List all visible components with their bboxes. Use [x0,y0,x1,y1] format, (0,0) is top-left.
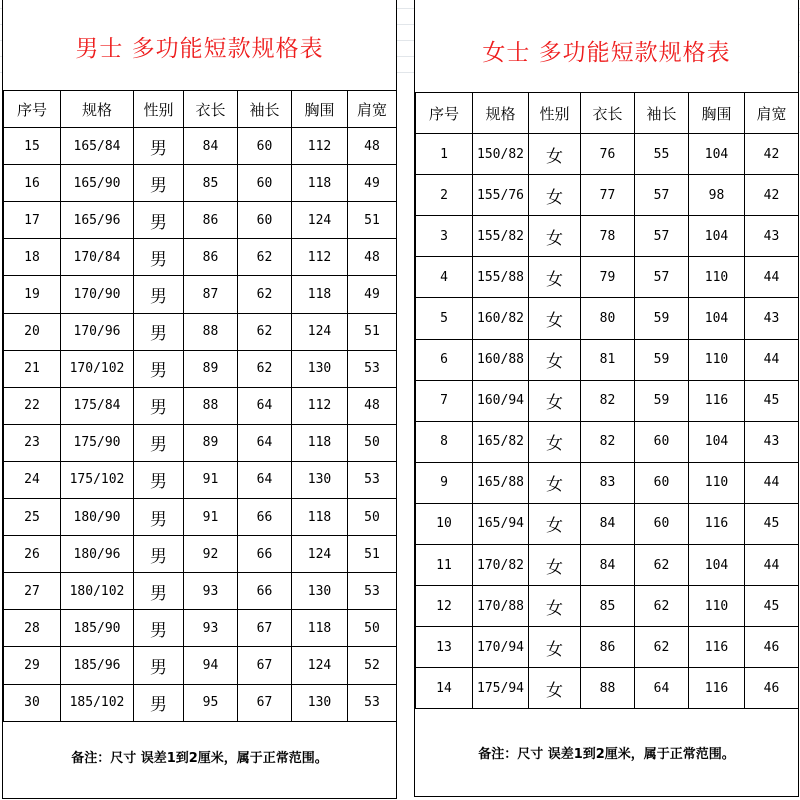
cell-gender: 女 [529,175,581,216]
cell-chest: 98 [689,175,745,216]
table-row [416,627,799,668]
cell-index: 26 [4,536,61,573]
cell-shoulder: 51 [348,202,397,239]
cell-index: 19 [4,276,61,313]
cell-size: 175/102 [61,461,134,498]
cell-index: 4 [416,257,473,298]
cell-size: 160/88 [473,339,529,380]
cell-sleeve: 62 [238,276,292,313]
cell-shoulder: 45 [745,586,799,627]
header-shoulder: 肩宽 [348,91,397,128]
cell-chest: 116 [689,503,745,544]
cell-length: 88 [581,668,635,709]
cell-chest: 104 [689,545,745,586]
women-spec-panel [414,0,799,797]
cell-gender: 男 [134,313,184,350]
cell-shoulder: 42 [745,134,799,175]
men-spec-body [4,128,397,722]
cell-chest: 112 [292,239,348,276]
cell-gender: 男 [134,128,184,165]
cell-index: 2 [416,175,473,216]
cell-gender: 女 [529,586,581,627]
cell-gender: 男 [134,461,184,498]
cell-gender: 女 [529,462,581,503]
cell-gender: 男 [134,536,184,573]
cell-chest: 110 [689,339,745,380]
cell-size: 170/96 [61,313,134,350]
cell-size: 155/88 [473,257,529,298]
cell-gender: 女 [529,503,581,544]
cell-sleeve: 60 [635,462,689,503]
table-row [4,313,397,350]
cell-size: 175/84 [61,387,134,424]
cell-length: 83 [581,462,635,503]
cell-shoulder: 53 [348,573,397,610]
cell-index: 9 [416,462,473,503]
cell-gender: 女 [529,257,581,298]
cell-length: 88 [184,387,238,424]
cell-sleeve: 62 [635,545,689,586]
header-gender: 性别 [134,91,184,128]
cell-shoulder: 48 [348,387,397,424]
women-spec-title: 女士 多功能短款规格表 [482,40,731,66]
cell-size: 165/82 [473,421,529,462]
cell-index: 18 [4,239,61,276]
cell-gender: 男 [134,573,184,610]
cell-size: 180/102 [61,573,134,610]
cell-shoulder: 53 [348,461,397,498]
cell-length: 86 [581,627,635,668]
cell-shoulder: 49 [348,165,397,202]
cell-chest: 130 [292,684,348,721]
cell-sleeve: 62 [238,239,292,276]
cell-size: 180/96 [61,536,134,573]
cell-shoulder: 43 [745,421,799,462]
women-spec-body [416,134,799,709]
cell-size: 160/82 [473,298,529,339]
cell-sleeve: 66 [238,536,292,573]
men-spec-header-row [4,91,397,128]
cell-length: 76 [581,134,635,175]
cell-gender: 男 [134,647,184,684]
table-row [416,668,799,709]
cell-chest: 124 [292,202,348,239]
cell-chest: 110 [689,586,745,627]
cell-size: 165/88 [473,462,529,503]
cell-length: 95 [184,684,238,721]
cell-gender: 女 [529,627,581,668]
cell-chest: 124 [292,313,348,350]
table-row [4,499,397,536]
cell-index: 12 [416,586,473,627]
table-row [416,380,799,421]
cell-index: 16 [4,165,61,202]
header-size: 规格 [61,91,134,128]
cell-size: 170/88 [473,586,529,627]
men-spec-title: 男士 多功能短款规格表 [75,36,324,62]
cell-length: 85 [184,165,238,202]
cell-length: 89 [184,424,238,461]
cell-sleeve: 64 [238,461,292,498]
table-row [416,134,799,175]
table-row [4,573,397,610]
cell-index: 20 [4,313,61,350]
header-length: 衣长 [581,93,635,134]
header-gender: 性别 [529,93,581,134]
header-index: 序号 [4,91,61,128]
cell-sleeve: 59 [635,339,689,380]
cell-gender: 男 [134,424,184,461]
cell-size: 175/94 [473,668,529,709]
cell-size: 160/94 [473,380,529,421]
table-row [4,684,397,721]
cell-shoulder: 44 [745,545,799,586]
table-row [4,610,397,647]
cell-shoulder: 49 [348,276,397,313]
cell-sleeve: 55 [635,134,689,175]
cell-length: 88 [184,313,238,350]
cell-length: 84 [184,128,238,165]
table-row [416,586,799,627]
cell-length: 79 [581,257,635,298]
cell-index: 23 [4,424,61,461]
cell-gender: 女 [529,298,581,339]
cell-sleeve: 64 [238,424,292,461]
cell-shoulder: 42 [745,175,799,216]
women-spec-note: 备注：尺寸 误差1到2厘米，属于正常范围。 [478,747,735,762]
cell-length: 82 [581,380,635,421]
cell-chest: 130 [292,461,348,498]
cell-chest: 104 [689,421,745,462]
table-row [4,239,397,276]
cell-index: 7 [416,380,473,421]
table-row [4,165,397,202]
cell-sleeve: 66 [238,499,292,536]
table-row [416,545,799,586]
cell-length: 93 [184,573,238,610]
cell-chest: 124 [292,536,348,573]
cell-size: 155/76 [473,175,529,216]
cell-chest: 104 [689,298,745,339]
cell-index: 3 [416,216,473,257]
cell-index: 13 [416,627,473,668]
cell-size: 185/102 [61,684,134,721]
table-row [4,647,397,684]
cell-index: 24 [4,461,61,498]
cell-gender: 女 [529,216,581,257]
cell-size: 165/96 [61,202,134,239]
cell-index: 15 [4,128,61,165]
cell-shoulder: 50 [348,499,397,536]
cell-length: 78 [581,216,635,257]
cell-sleeve: 62 [635,586,689,627]
cell-shoulder: 43 [745,216,799,257]
cell-length: 86 [184,202,238,239]
cell-length: 92 [184,536,238,573]
men-spec-note: 备注：尺寸 误差1到2厘米，属于正常范围。 [71,751,328,766]
cell-length: 91 [184,499,238,536]
cell-length: 84 [581,545,635,586]
cell-shoulder: 43 [745,298,799,339]
cell-sleeve: 59 [635,380,689,421]
cell-length: 93 [184,610,238,647]
cell-sleeve: 64 [238,387,292,424]
cell-shoulder: 44 [745,462,799,503]
header-chest: 胸围 [689,93,745,134]
table-row [416,339,799,380]
cell-shoulder: 45 [745,380,799,421]
header-length: 衣长 [184,91,238,128]
cell-chest: 116 [689,668,745,709]
cell-size: 170/82 [473,545,529,586]
table-row [416,503,799,544]
men-spec-table [3,90,397,722]
cell-length: 87 [184,276,238,313]
cell-length: 89 [184,350,238,387]
cell-index: 22 [4,387,61,424]
cell-index: 14 [416,668,473,709]
cell-chest: 116 [689,627,745,668]
table-row [4,202,397,239]
cell-shoulder: 48 [348,128,397,165]
cell-chest: 130 [292,350,348,387]
cell-gender: 男 [134,276,184,313]
cell-chest: 112 [292,387,348,424]
cell-chest: 110 [689,462,745,503]
cell-size: 185/96 [61,647,134,684]
cell-gender: 女 [529,668,581,709]
table-row [4,387,397,424]
cell-index: 5 [416,298,473,339]
table-row [416,175,799,216]
women-spec-header-row [416,93,799,134]
cell-size: 170/84 [61,239,134,276]
cell-gender: 女 [529,134,581,175]
cell-index: 1 [416,134,473,175]
cell-shoulder: 46 [745,668,799,709]
cell-sleeve: 60 [635,421,689,462]
women-spec-table [415,92,799,709]
cell-length: 84 [581,503,635,544]
cell-gender: 男 [134,387,184,424]
cell-gender: 男 [134,202,184,239]
cell-size: 170/90 [61,276,134,313]
cell-shoulder: 50 [348,424,397,461]
cell-gender: 男 [134,610,184,647]
cell-index: 17 [4,202,61,239]
table-row [416,462,799,503]
cell-index: 8 [416,421,473,462]
cell-sleeve: 66 [238,573,292,610]
table-row [416,216,799,257]
cell-chest: 116 [689,380,745,421]
cell-sleeve: 67 [238,647,292,684]
cell-size: 170/94 [473,627,529,668]
cell-chest: 112 [292,128,348,165]
cell-shoulder: 48 [348,239,397,276]
cell-size: 165/84 [61,128,134,165]
cell-index: 11 [416,545,473,586]
cell-chest: 110 [689,257,745,298]
cell-length: 91 [184,461,238,498]
cell-sleeve: 57 [635,216,689,257]
header-index: 序号 [416,93,473,134]
cell-index: 21 [4,350,61,387]
table-row [4,350,397,387]
cell-gender: 男 [134,499,184,536]
cell-length: 81 [581,339,635,380]
cell-length: 82 [581,421,635,462]
table-row [4,461,397,498]
cell-size: 170/102 [61,350,134,387]
cell-sleeve: 67 [238,684,292,721]
cell-sleeve: 57 [635,257,689,298]
cell-length: 94 [184,647,238,684]
cell-sleeve: 60 [238,202,292,239]
cell-gender: 女 [529,545,581,586]
cell-chest: 118 [292,424,348,461]
cell-chest: 104 [689,134,745,175]
table-row [416,257,799,298]
cell-length: 77 [581,175,635,216]
cell-index: 30 [4,684,61,721]
cell-shoulder: 45 [745,503,799,544]
cell-sleeve: 67 [238,610,292,647]
cell-index: 25 [4,499,61,536]
cell-chest: 118 [292,610,348,647]
cell-shoulder: 53 [348,684,397,721]
table-row [416,421,799,462]
cell-index: 6 [416,339,473,380]
cell-chest: 104 [689,216,745,257]
header-sleeve: 袖长 [635,93,689,134]
cell-length: 86 [184,239,238,276]
cell-chest: 130 [292,573,348,610]
cell-sleeve: 64 [635,668,689,709]
cell-shoulder: 50 [348,610,397,647]
header-chest: 胸围 [292,91,348,128]
header-size: 规格 [473,93,529,134]
men-spec-panel [2,0,397,799]
cell-sleeve: 62 [238,313,292,350]
cell-shoulder: 44 [745,339,799,380]
cell-gender: 女 [529,339,581,380]
cell-shoulder: 51 [348,536,397,573]
cell-sleeve: 62 [635,627,689,668]
cell-size: 150/82 [473,134,529,175]
table-row [4,128,397,165]
header-shoulder: 肩宽 [745,93,799,134]
cell-chest: 124 [292,647,348,684]
table-row [4,536,397,573]
header-sleeve: 袖长 [238,91,292,128]
cell-shoulder: 44 [745,257,799,298]
cell-shoulder: 51 [348,313,397,350]
table-row [4,424,397,461]
cell-index: 27 [4,573,61,610]
cell-shoulder: 52 [348,647,397,684]
cell-size: 180/90 [61,499,134,536]
cell-shoulder: 53 [348,350,397,387]
table-row [416,298,799,339]
cell-gender: 男 [134,684,184,721]
cell-gender: 男 [134,165,184,202]
cell-sleeve: 62 [238,350,292,387]
cell-length: 85 [581,586,635,627]
cell-chest: 118 [292,499,348,536]
cell-sleeve: 57 [635,175,689,216]
cell-index: 28 [4,610,61,647]
cell-sleeve: 60 [238,128,292,165]
cell-gender: 男 [134,239,184,276]
cell-chest: 118 [292,165,348,202]
cell-size: 165/94 [473,503,529,544]
cell-index: 10 [416,503,473,544]
cell-size: 155/82 [473,216,529,257]
cell-sleeve: 59 [635,298,689,339]
cell-gender: 女 [529,380,581,421]
cell-gender: 女 [529,421,581,462]
cell-shoulder: 46 [745,627,799,668]
cell-size: 185/90 [61,610,134,647]
cell-chest: 118 [292,276,348,313]
table-row [4,276,397,313]
cell-sleeve: 60 [238,165,292,202]
cell-sleeve: 60 [635,503,689,544]
cell-gender: 男 [134,350,184,387]
cell-length: 80 [581,298,635,339]
cell-size: 175/90 [61,424,134,461]
cell-index: 29 [4,647,61,684]
cell-size: 165/90 [61,165,134,202]
